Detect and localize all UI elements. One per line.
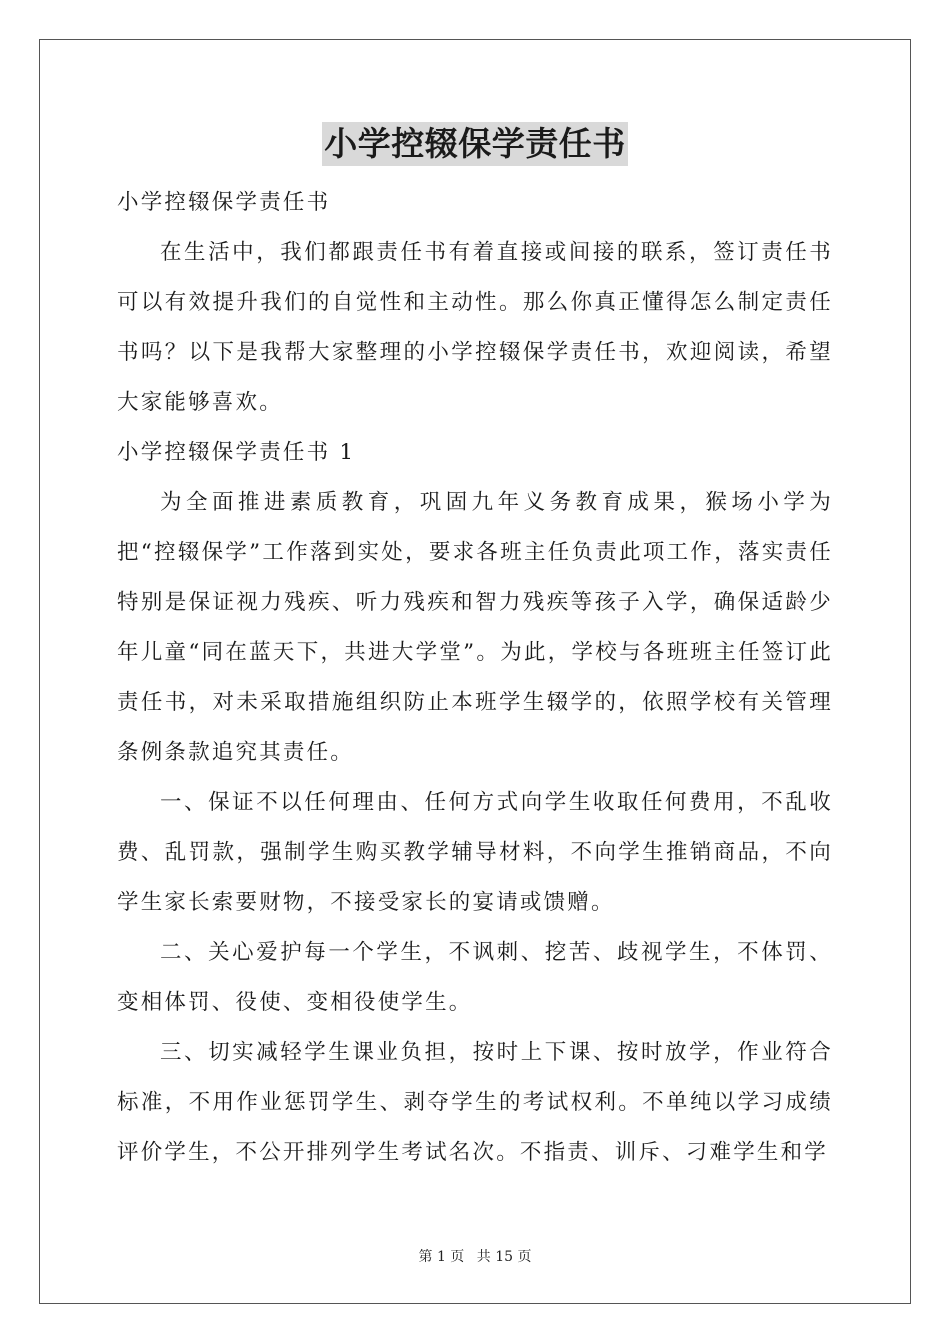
- paragraph: 二、关心爱护每一个学生，不讽刺、挖苦、歧视学生，不体罚、变相体罚、役使、变相役使学生。: [117, 940, 833, 1015]
- page-number: 第 1 页: [418, 1249, 465, 1265]
- paragraph: 三、切实减轻学生课业负担，按时上下课、按时放学，作业符合标准，不用作业惩罚学生、剥夺学生的考试权利。不单纯以学习成绩评价学生，不公开排列学生考试名次。不指责、训斥、刁难学生和学: [117, 1040, 833, 1165]
- document-body: [117, 178, 833, 1178]
- document-title: 小学控辍保学责任书: [322, 122, 628, 166]
- paragraph: 小学控辍保学责任书: [117, 190, 331, 215]
- page-total: 共 15 页: [476, 1249, 532, 1265]
- paragraph: 为全面推进素质教育，巩固九年义务教育成果，猴场小学为把“控辍保学”工作落到实处，要求各班主任负责此项工作，落实责任特别是保证视力残疾、听力残疾和智力残疾等孩子入学，确保适龄少年儿童“同在蓝天下，共进大学堂”。为此，学校与各班班主任签订此责任书，对未采取措施组织防止本班学生辍学的，依照学校有关管理条例条款追究其责任。: [117, 490, 833, 765]
- paragraph: 在生活中，我们都跟责任书有着直接或间接的联系，签订责任书可以有效提升我们的自觉性和主动性。那么你真正懂得怎么制定责任书吗？以下是我帮大家整理的小学控辍保学责任书，欢迎阅读，希望大家能够喜欢。: [117, 240, 833, 415]
- paragraph: 一、保证不以任何理由、任何方式向学生收取任何费用，不乱收费、乱罚款，强制学生购买教学辅导材料，不向学生推销商品，不向学生家长索要财物，不接受家长的宴请或馈赠。: [117, 790, 833, 915]
- title-container: [0, 122, 950, 166]
- page-footer: [0, 1246, 950, 1266]
- section-heading: 小学控辍保学责任书 1: [117, 440, 356, 465]
